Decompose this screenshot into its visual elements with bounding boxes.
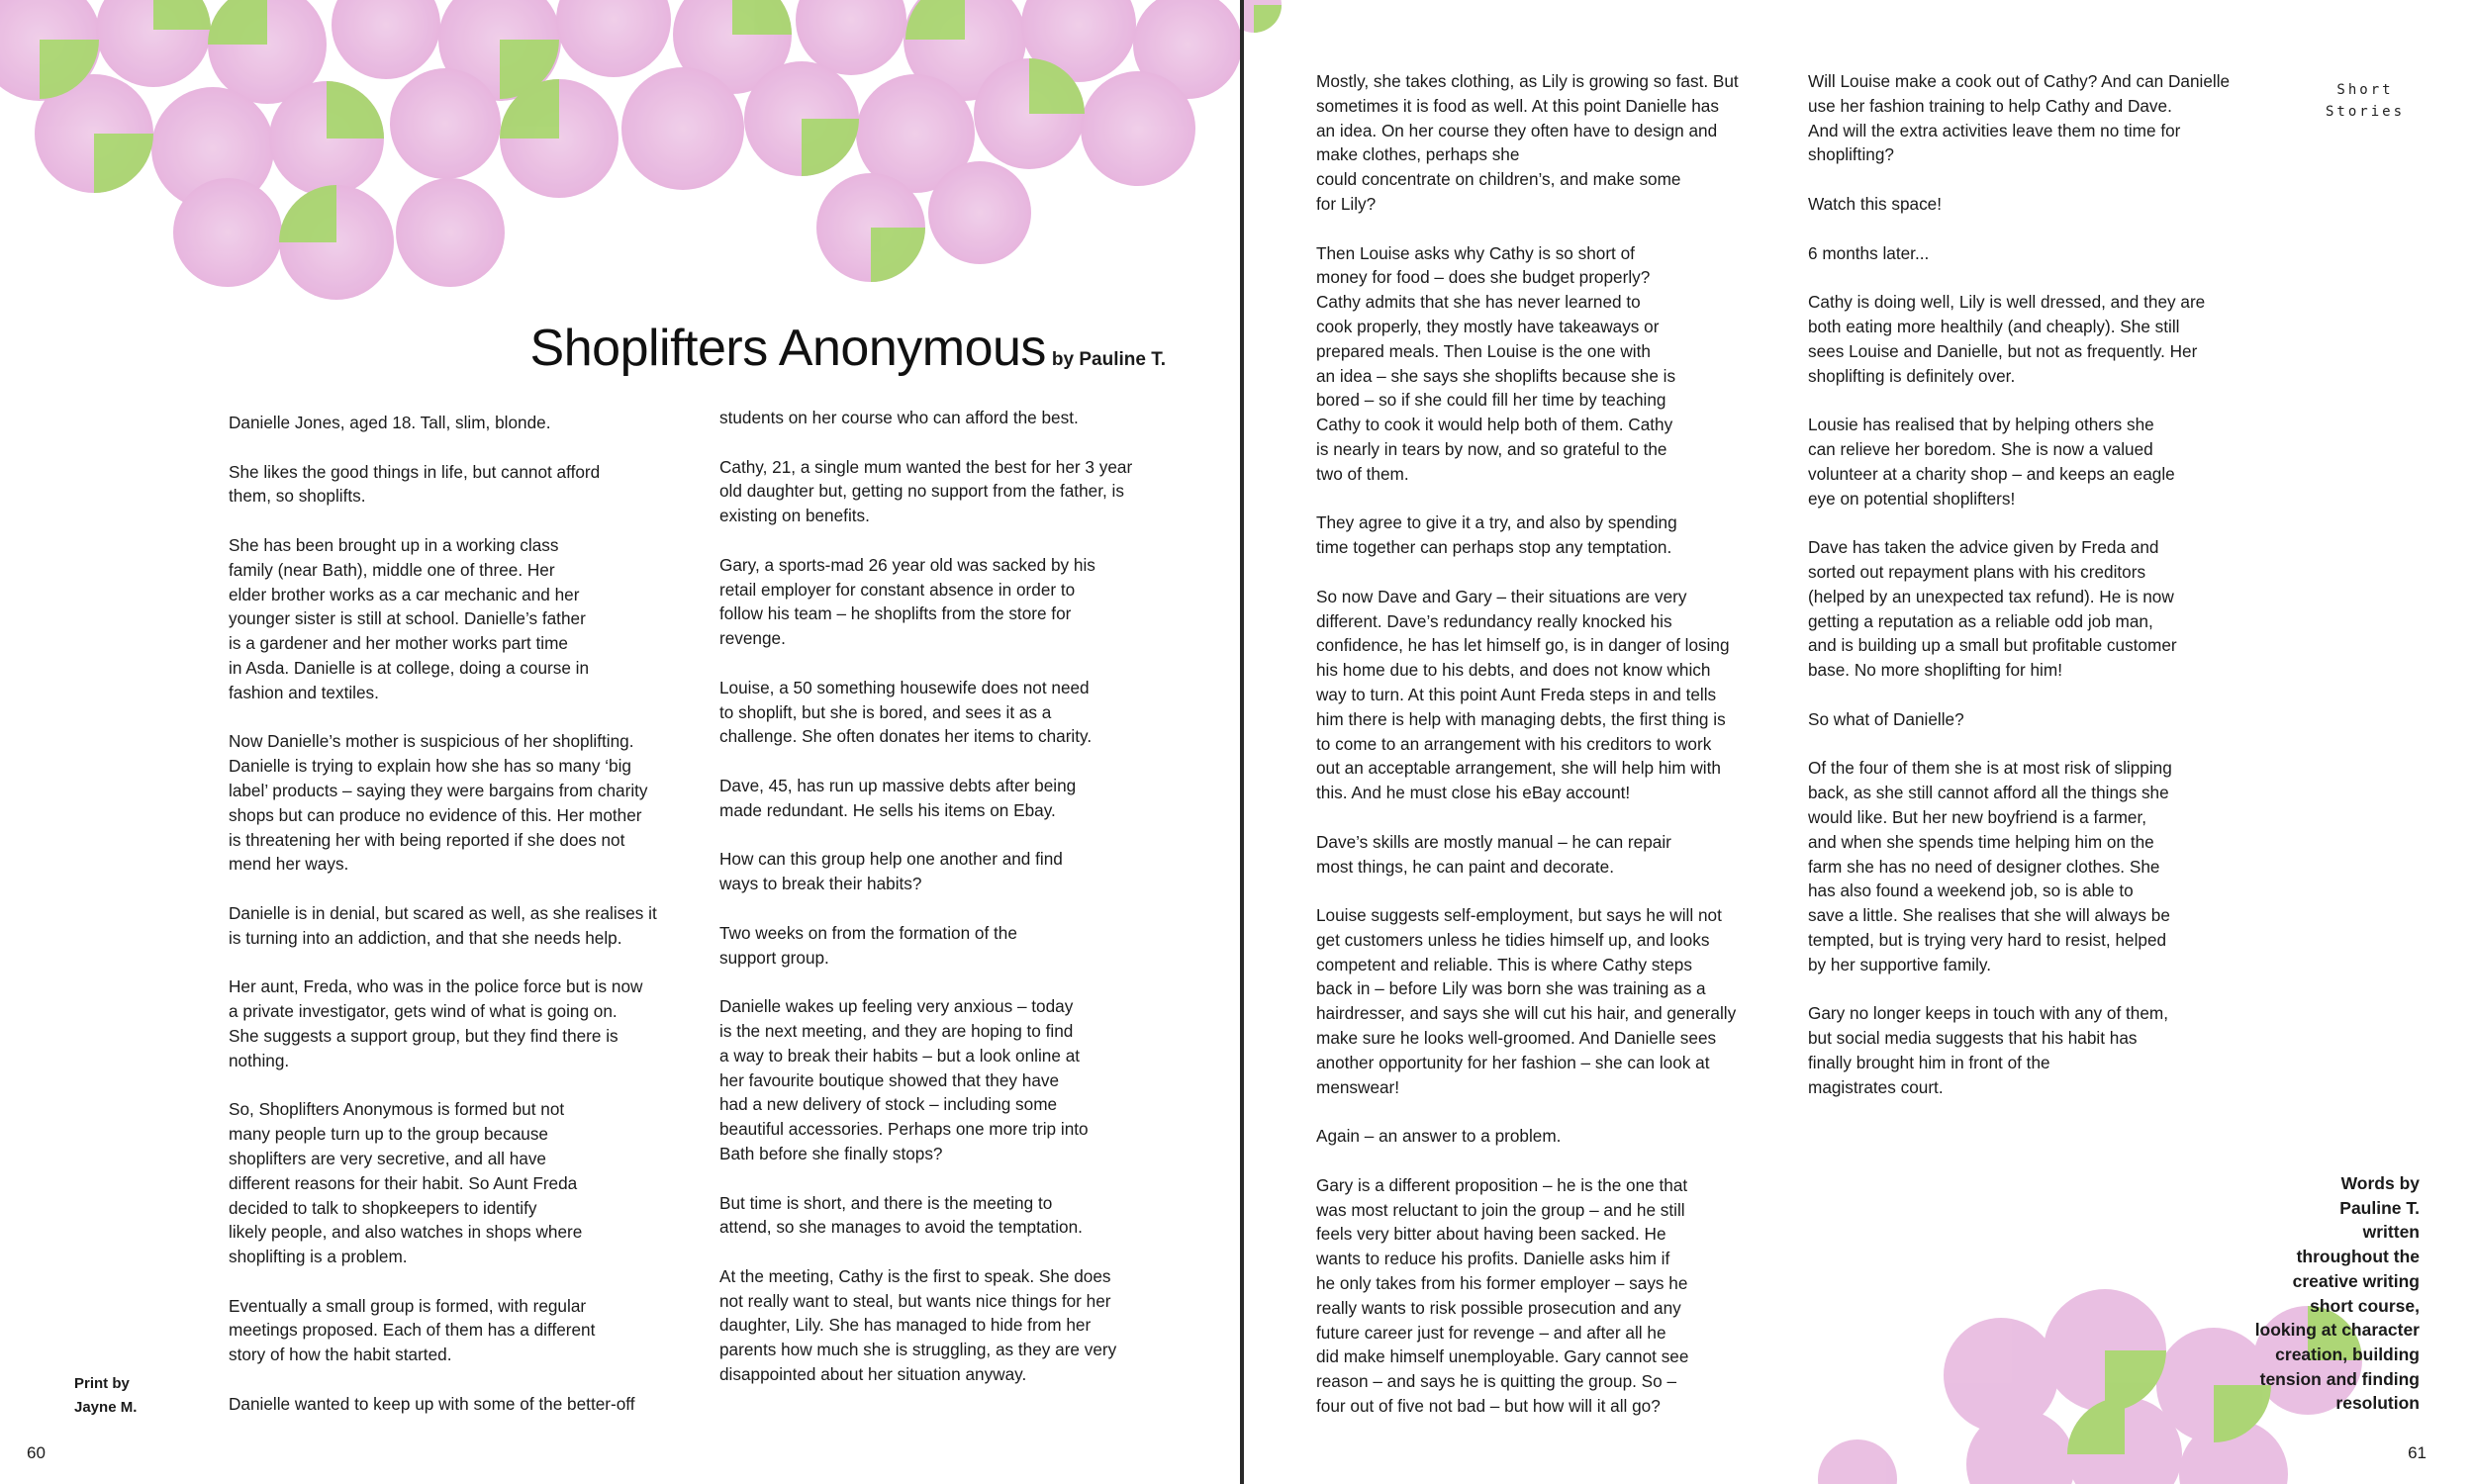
article-title: Shoplifters Anonymous — [529, 320, 1046, 377]
paragraph: How can this group help one another and find ways to break their habits? — [719, 849, 1063, 894]
paragraph: Lousie has realised that by helping others she can relieve her boredom. She is now a valued volunteer at a charity shop – and keeps an eagle eye on potential shoplifters! — [1808, 415, 2175, 509]
paragraph: They agree to give it a try, and also by spending time together can perhaps stop any temptation. — [1316, 512, 1677, 558]
paragraph: Then Louise asks why Cathy is so short of money for food – does she budget properly? Cathy admits that she has never learned to cook properly, they mostly have takeaways or prepared meals. Then Louise is the one with an idea – she says she shoplifts because she is bored – so if she could fill her time by teaching Cathy to cook it would help both of them. Cathy is nearly in tears by now, and so grateful to the two of them. — [1316, 242, 1676, 484]
paragraph: Louise, a 50 something housewife does not need to shoplift, but she is bored, and sees it as a challenge. She often donates her items to charity. — [719, 677, 1093, 747]
paragraph: So what of Danielle? — [1808, 708, 1964, 729]
paragraph: Danielle Jones, aged 18. Tall, slim, blonde. — [229, 413, 551, 432]
words-credit: Words by Pauline T. written throughout the creative writing short course, looking at character creation, building tension and finding resolution — [2254, 1173, 2420, 1414]
paragraph: Gary, a sports-mad 26 year old was sacked by his retail employer for constant absence in order to follow his team – he shoplifts from the store for revenge. — [719, 554, 1095, 649]
article-byline: by Pauline T. — [1051, 349, 1166, 370]
paragraph: So, Shoplifters Anonymous is formed but not many people turn up to the group because shoplifters are very secretive, and all have different reasons for their habit. So Aunt Freda decided to talk to shopkeepers to identify likely people, and also watches in shops where shoplifting is a problem. — [229, 1099, 583, 1267]
paragraph: Her aunt, Freda, who was in the police force but is now a private investigator, gets wind of what is going on. She suggests a support group, but they find there is nothing. — [229, 976, 643, 1070]
paragraph: Two weeks on from the formation of the support group. — [719, 922, 1017, 968]
paragraph: Mostly, she takes clothing, as Lily is growing so fast. But sometimes it is food as well. At this point Danielle has an idea. On her course they often have to design and make clothes, perhaps she could concentrate on children’s, and make some for Lily? — [1316, 71, 1739, 214]
paragraph: Gary no longer keeps in touch with any of them, but social media suggests that his habit has finally brought him in front of the magistrates court. — [1808, 1003, 2169, 1097]
paragraph: Now Danielle’s mother is suspicious of her shoplifting. Danielle is trying to explain how she has so many ‘big label’ products – saying they were bargains from charity shops but can produce no evidence of this. Her mother is threatening her with being reported if she does not mend her ways. — [229, 731, 648, 875]
paragraph: But time is short, and there is the meeting to attend, so she manages to avoid the temptation. — [719, 1192, 1083, 1238]
article-heading — [0, 319, 1166, 378]
paragraph: Dave’s skills are mostly manual – he can repair most things, he can paint and decorate. — [1316, 831, 1671, 877]
page-number-right: 61 — [2408, 1443, 2426, 1462]
paragraph: Gary is a different proposition – he is the one that was most reluctant to join the group – and he still feels very bitter about having been sacked. He wants to reduce his profits. Danielle asks him if he only takes from his former employer – says he really wants to risk possible prosecution and any future career just for revenge – and after all he did make himself unemployable. Gary cannot see reason – and says he is quitting the group. So – four out of five not bad – but how will it all go? — [1316, 1174, 1689, 1417]
right-page — [1244, 0, 2474, 1484]
paragraph: Dave, 45, has run up massive debts after being made redundant. He sells his items on Ebay. — [719, 775, 1077, 820]
paragraph: Dave has taken the advice given by Freda and sorted out repayment plans with his creditors (helped by an unexpected tax refund). He is now getting a reputation as a reliable odd job man, and is building up a small but profitable customer base. No more shoplifting for him! — [1808, 537, 2177, 681]
paragraph: Again – an answer to a problem. — [1316, 1126, 1562, 1147]
paragraph: Danielle is in denial, but scared as well, as she realises it is turning into an addiction, and that she needs help. — [229, 902, 657, 948]
page-number-left: 60 — [27, 1443, 46, 1462]
paragraph: Watch this space! — [1808, 193, 1943, 214]
paragraph: Danielle wanted to keep up with some of the better-off — [229, 1393, 635, 1414]
paragraph: students on her course who can afford the best. — [719, 408, 1079, 427]
floral-print-decoration-top — [0, 0, 1240, 317]
paragraph: Will Louise make a cook out of Cathy? And can Danielle use her fashion training to help Cathy and Dave. And will the extra activities leave them no time for shoplifting? — [1808, 71, 2231, 165]
paragraph: 6 months later... — [1808, 242, 1930, 263]
paragraph: She likes the good things in life, but cannot afford them, so shoplifts. — [229, 461, 601, 507]
text-column-left-2 — [719, 406, 1175, 1412]
section-label: Short Stories — [2326, 82, 2406, 120]
pink-circles — [0, 0, 1240, 300]
paragraph: At the meeting, Cathy is the first to speak. She does not really want to steal, but wants nice things for her daughter, Lily. She has managed to hide from her parents how much she is struggling, as they are very disappointed about her situation anyway. — [719, 1265, 1117, 1385]
paragraph: She has been brought up in a working class family (near Bath), middle one of three. Her elder brother works as a car mechanic and her younger sister is still at school. Danielle’s father is a gardener and her mother works part time in Asda. Danielle is at college, doing a course in fashion and textiles. — [229, 534, 590, 702]
paragraph: So now Dave and Gary – their situations are very different. Dave’s redundancy really knocked his confidence, he has let himself go, is in danger of losing his home due to his debts, and does not know which way to turn. At this point Aunt Freda steps in and tells him there is help with managing debts, the first thing is to come to an arrangement with his creditors to work out an acceptable arrangement, she will help him with this. And he must close his eBay account! — [1316, 586, 1730, 803]
text-column-left-1 — [229, 411, 684, 1440]
print-credit: Print by Jayne M. — [74, 1375, 138, 1416]
paragraph: Cathy, 21, a single mum wanted the best for her 3 year old daughter but, getting no support from the father, is existing on benefits. — [719, 456, 1133, 526]
text-column-right-1 — [1316, 69, 1786, 1443]
paragraph: Louise suggests self-employment, but says he will not get customers unless he tidies himself up, and looks competent and reliable. This is where Cathy steps back in – before Lily was born she was training as a hairdresser, and says she will cut his hair, and generally make sure he looks well-groomed. And Danielle sees another opportunity for her fashion – she can look at menswear! — [1316, 905, 1737, 1097]
paragraph: Cathy is doing well, Lily is well dressed, and they are both eating more healthily (and cheaply). She still sees Louise and Danielle, but not as frequently. Her shoplifting is definitely over. — [1808, 292, 2206, 386]
paragraph: Eventually a small group is formed, with regular meetings proposed. Each of them has a different story of how the habit started. — [229, 1295, 596, 1365]
paragraph: Danielle wakes up feeling very anxious – today is the next meeting, and they are hoping to find a way to break their habits – but a look online at her favourite boutique showed that they have had a new delivery of stock – including some beautiful accessories. Perhaps one more trip into Bath before she finally stops? — [719, 996, 1089, 1163]
text-column-right-2 — [1808, 69, 2263, 1124]
paragraph: Of the four of them she is at most risk of slipping back, as she still cannot afford all the things she would like. But her new boyfriend is a farmer, and when she spends time helping him on the farm she has no need of designer clothes. She has also found a weekend job, so is able to save a little. She realises that she will always be tempted, but is trying very hard to resist, helped by her supportive family. — [1808, 758, 2172, 974]
